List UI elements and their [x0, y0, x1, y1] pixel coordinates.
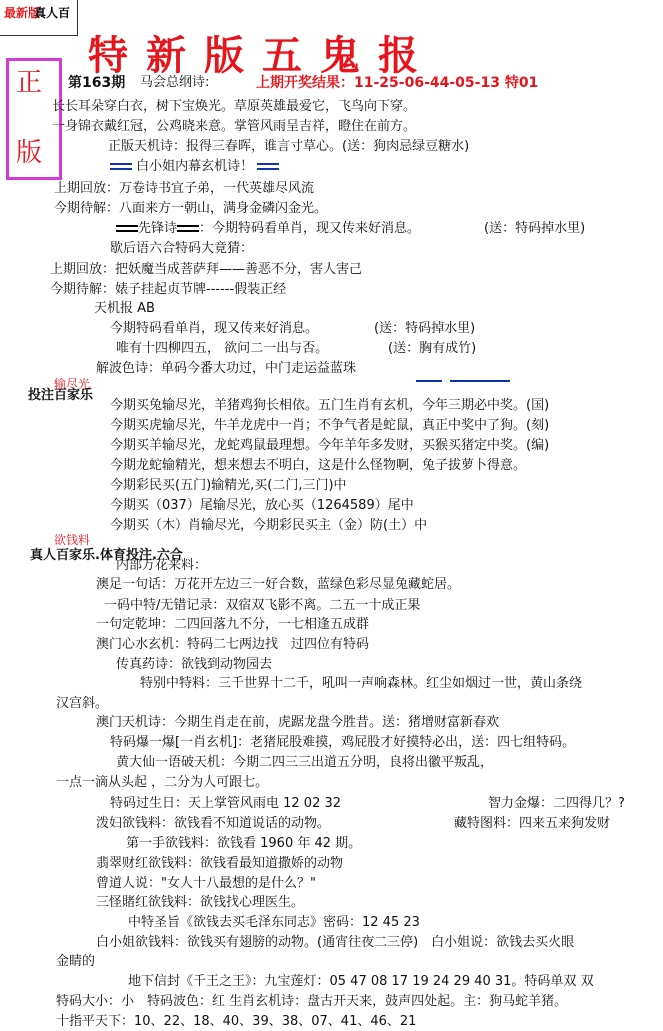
tebie-line: 特别中特料：三千世界十二千，吼叫一声响森林。红尘如烟过一世，黄山条绕 — [140, 676, 583, 691]
shizhi-line: 十指平天下：10、22、18、40、39、38、07、41、46、21 — [56, 1014, 417, 1029]
zhenren-heading: 真人百家乐.体育投注.六合 — [30, 548, 183, 563]
dash-1 — [416, 370, 442, 389]
tianji-title: 天机报 AB — [94, 301, 155, 316]
xianfeng-label: 先锋诗 — [138, 221, 178, 236]
dixia-line: 地下信封《千王之王》：九宝莲灯：05 47 08 17 19 24 29 40 31。特码单双 双 — [128, 974, 594, 989]
bai-title-row — [110, 158, 279, 175]
poem-line-1: 长长耳朵穿白衣，树下宝焕光。草原英雄最爱它，飞鸟向下穿。 — [52, 99, 417, 114]
block3-line-7: 今期买（木）肖输尽光，今期彩民买主（金）防(土）中 — [110, 518, 428, 533]
jiebo-poem: 解波色诗：单码今番大功过，中门走运益蓝珠 — [96, 361, 357, 376]
tema-birthday: 特码过生日：天上掌管风雨电 12 02 32 — [110, 796, 342, 811]
zhongte-line: 中特圣旨《欲钱去买毛泽东同志》密码：12 45 23 — [128, 915, 420, 930]
tema-bao: 特码爆一爆[一肖玄机]：老猪屁股难摸，鸡屁股才好摸特必出，送：四七组特码。 — [110, 735, 576, 750]
baixiaojie-line-2: 金睛的 — [56, 954, 96, 969]
tianji-line-1: 今期特码看单肖，现又传来好消息。 — [110, 321, 319, 336]
block4-line-4: 澳门心水玄机：特码二七两边找 过四位有特码 — [96, 637, 370, 652]
sanguai-line: 三怪賭红欲钱料：欲钱找心理医生。 — [96, 895, 305, 910]
divider-bars — [116, 225, 138, 232]
corner-tag-latest: 最新版 — [4, 6, 41, 20]
block3-line-1: 今期买兔输尽光，羊猪鸡狗长相依。五门生肖有玄机，今年三期必中奖。(国) — [110, 398, 550, 413]
stamp-char-2: 版 — [16, 138, 43, 168]
dash-2 — [450, 370, 510, 389]
baixiaojie-line: 白小姐欲钱料：欲钱买有翅膀的动物。(通宵往夜二三停) 白小姐说：欲钱去买火眼 — [96, 935, 575, 950]
block3-line-4: 今期龙蛇输精光，想来想去不明白，这是什么怪物啊，兔子拔萝卜得意。 — [110, 458, 527, 473]
tianji-send-1: (送：特码掉水里) — [374, 321, 476, 336]
block4-line-5: 传真药诗：欲钱到动物园去 — [116, 657, 273, 672]
block3-line-6: 今期买（037）尾输尽光，放心买（1264589）尾中 — [110, 498, 414, 513]
divider-bars — [257, 163, 279, 170]
cengdao-line: 曾道人说："女人十八最想的是什么？" — [96, 876, 316, 891]
last-result: 上期开奖结果：11-25-06-44-05-13 特01 — [256, 75, 539, 91]
divider-bars — [110, 163, 132, 170]
xianfeng-send: (送：特码掉水里) — [484, 221, 586, 236]
stamp-char-1: 正 — [16, 68, 43, 98]
divider-bars — [177, 225, 199, 232]
block2-line-2: 今期待解：婊子挂起贞节牌------假装正经 — [50, 282, 287, 297]
xianfeng-text: ：今期特码看单肖，现又传来好消息。 — [199, 221, 421, 236]
corner-tag-real: 真人百 — [34, 6, 71, 20]
huang-daxian-2: 一点一滴从头起 ，二分为人可跟七。 — [56, 775, 269, 790]
cangte-line: 藏特图料：四来五来狗发财 — [454, 816, 611, 831]
neibu-label: 内部万花来料： — [116, 558, 208, 573]
issue-number: 第163期 — [68, 75, 126, 91]
block1-line-1: 上期回放：万卷诗书宜子弟，一代英雄尽风流 — [54, 181, 315, 196]
xianfeng-row — [116, 220, 420, 237]
poem-line-2: 一身锦衣戴红冠，公鸡晓来意。掌管风雨呈吉祥，瞪住在前方。 — [52, 119, 417, 134]
touzhu-heading: 投注百家乐 — [28, 388, 94, 403]
tianji-line-2: 唯有十四柳四五， 欲问二一出与否。 — [116, 341, 329, 356]
block1-line-2: 今期待解：八面来方一朝山，满身金磷闪金光。 — [54, 201, 328, 216]
block4-line-3: 一句定乾坤：二四回落九不分，一七相逢五成群 — [96, 617, 370, 632]
zheng-ban-poem: 正版天机诗：报得三春晖，谁言寸草心。(送：狗肉忌绿豆糖水) — [108, 139, 470, 154]
huang-daxian: 黄大仙一语破天机：今期二四三三出道五分明，良将出徽平叛乱， — [116, 755, 494, 770]
tebie-line-2: 汉宫斜。 — [56, 696, 109, 711]
diyi-line: 第一手欲钱料：欲钱看 1960 年 42 期。 — [126, 836, 362, 851]
zhili-jinbao: 智力金爆：二四得几？? — [488, 796, 625, 811]
shuchu-label: 输尽光 — [54, 377, 91, 391]
feicui-line: 翡翠财红欲钱料：欲钱看最知道撒娇的动物 — [96, 856, 344, 871]
yuqian-label: 欲钱料 — [54, 533, 91, 547]
bai-title: 白小姐内幕玄机诗！ — [136, 159, 254, 174]
block3-line-5: 今期彩民买(五门)输精光,买(二门,三门)中 — [110, 478, 347, 493]
block3-line-2: 今期买虎输尽光，牛羊龙虎中一肖；不争气者是蛇鼠，真正中奖中了狗。(刻) — [110, 418, 550, 433]
tema-daxiao: 特码大小：小 特码波色：红 生肖玄机诗：盘古开天来，鼓声四处起。主：狗马蛇羊猪。 — [56, 994, 568, 1009]
aomen-tianji: 澳门天机诗：今期生肖走在前，虎踞龙盘今胜昔。送：猪增财富新春欢 — [96, 715, 500, 730]
block2-line-1: 上期回放：把妖魔当成菩萨拜——善恶不分，害人害己 — [50, 262, 363, 277]
page-title: 特新版五鬼报 — [88, 32, 436, 79]
xiehouyu-title: 歇后语六合特码大竟猜： — [110, 241, 254, 256]
block3-line-3: 今期买羊输尽光，龙蛇鸡鼠最理想。今年羊年多发财，买猴买猪定中奖。(编) — [110, 438, 550, 453]
block4-line-2: 一码中特/无错记录：双宿双飞影不离。二五一十成正果 — [104, 598, 421, 613]
pofu-line: 泼妇欲钱料：欲钱看不知道说话的动物。 — [96, 816, 331, 831]
block4-line-1: 澳足一句话：万花开左边三一好合数，蓝绿色彩尽显兔藏蛇居。 — [96, 577, 461, 592]
tianji-send-2: (送：胸有成竹) — [388, 341, 477, 356]
poet-label: 马会总纲诗: — [140, 75, 210, 90]
